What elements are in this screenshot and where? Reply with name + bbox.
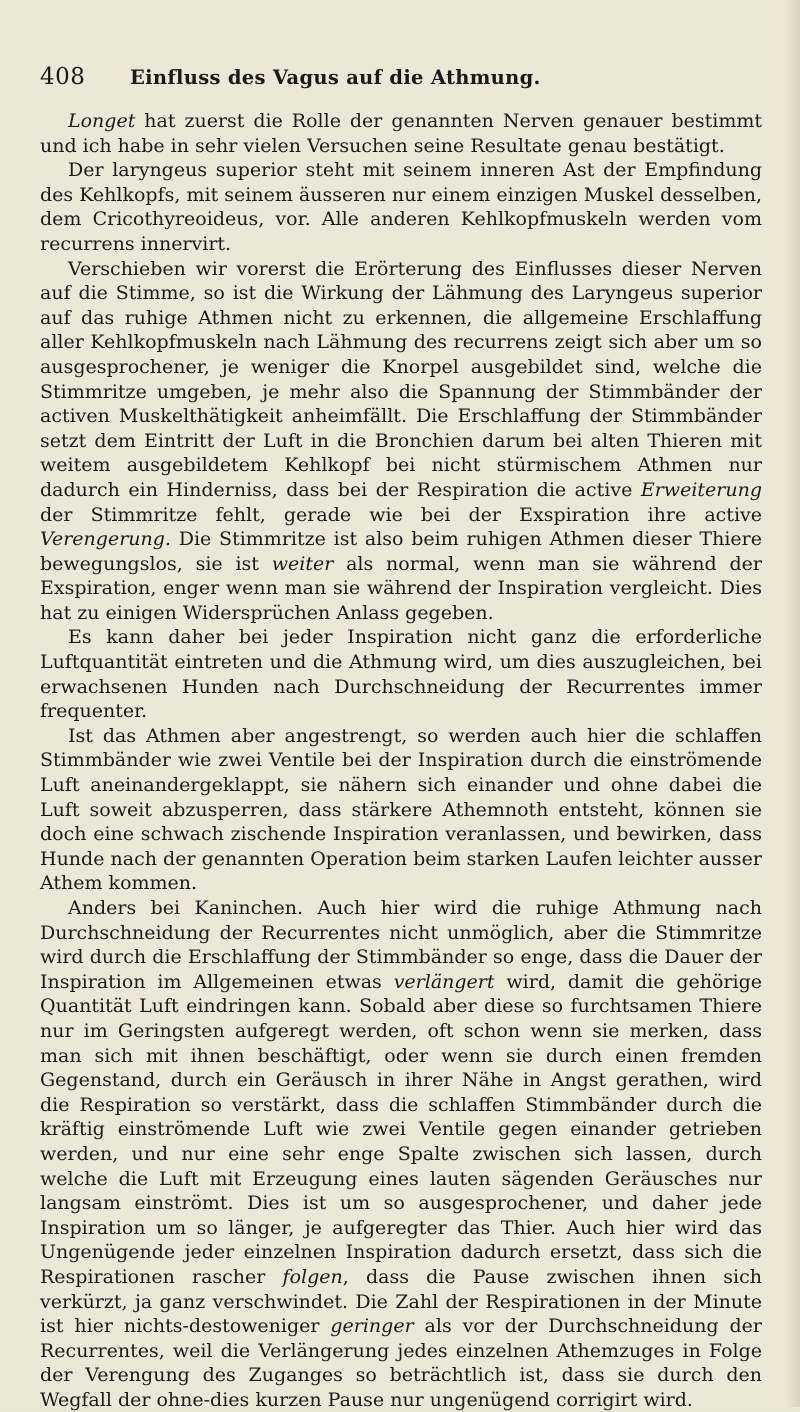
text-segment: der Stimmritze fehlt, gerade wie bei der Exspiration ihre active [40,503,762,526]
page-edge-shadow [786,0,800,1407]
emphasized-text: geringer [330,1315,414,1338]
paragraph [40,158,762,256]
paragraph [40,257,762,626]
text-segment: als normal, wenn man sie während der Exspiration, enger wenn man sie während der Inspiration vergleicht. Dies hat zu einigen Widersprüchen Anlass gegeben. [40,552,763,624]
text-segment: Die Stimmritze ist also beim ruhigen Athmen dieser Thiere bewegungslos, sie ist [40,528,762,575]
text-segment: als vor der Durchschneidung der Recurrentes, weil die Verlängerung jedes einzelnen Athemzuges in Folge der Verengung des Zuganges so beträchtlich ist, dass sie durch den Wegfall der ohne-dies kurzen Pause nur ungenügend corrigirt wird. [40,1315,762,1411]
paragraph [40,109,762,158]
page-header [40,64,740,94]
body-text [40,109,762,1412]
emphasized-text: folgen [282,1265,343,1288]
page-number: 408 [40,64,86,90]
emphasized-text: weiter [271,552,334,575]
emphasized-text: verlängert [393,970,495,993]
emphasized-text: Longet [68,110,136,132]
emphasized-text: Verengerung. [40,528,171,551]
text-segment: Anders bei Kaninchen. Auch hier wird die ruhige Athmung nach Durchschneidung der Recurrentes nicht unmöglich, aber die Stimmritze wird durch die Erschlaffung der Stimmbänder so enge, dass die Dauer der Inspiration im Allgemeinen etwas [40,897,762,993]
text-segment: , dass die Pause zwischen ihnen sich verkürzt, ja ganz verschwindet. Die Zahl der Respirationen in der Minute ist hier nichts-destoweniger [40,1265,763,1338]
text-segment: Ist das Athmen aber angestrengt, so werden auch hier die schlaffen Stimmbänder wie zwei Ventile bei der Inspiration durch die einströmende Luft aneinandergeklappt, sie nähern sich einander und ohne dabei die Luft soweit abzusperren, dass stärkere Athemnoth entsteht, können sie doch eine schwach zischende Inspiration veranlassen, und bewirken, dass Hunde nach der genannten Operation beim starken Laufen leichter ausser Athem kommen. [40,724,762,895]
text-segment: Verschieben wir vorerst die Erörterung des Einflusses dieser Nerven auf die Stimme, so ist die Wirkung der Lähmung des Laryngeus superior auf das ruhige Athmen nicht zu erkennen, die allgemeine Erschlaffung aller Kehlkopfmuskeln nach Lähmung des recurrens zeigt sich aber um so ausgesprochener, je weniger die Knorpel ausgebildet sind, welche die Stimmritze umgeben, je mehr also die Spannung der Stimmbänder der activen Muskelthätigkeit anheimfällt. Die Erschlaffung der Stimmbänder setzt dem Eintritt der Luft in die Bronchien darum bei alten Thieren mit weitem ausgebildetem Kehlkopf bei nicht stürmischem Athmen nur dadurch ein Hinderniss, dass bei der Respiration die active [40,257,762,501]
paragraph [40,896,762,1412]
text-segment: wird, damit die gehörige Quantität Luft eindringen kann. Sobald aber diese so furchtsamen Thiere nur im Geringsten aufgeregt werden, oft schon wenn sie merken, dass man sich mit ihnen beschäftigt, oder wenn sie durch einen fremden Gegenstand, durch ein Geräusch in ihrer Nähe in Angst gerathen, wird die Respiration so verstärkt, dass die schlaffen Stimmbänder durch die kräftig einströmende Luft wie zwei Ventile gegen einander getrieben werden, und nur eine sehr enge Spalte zwischen sich lassen, durch welche die Luft mit Erzeugung eines lauten sägenden Geräusches nur langsam einströmt. Dies ist um so ausgesprochener, und daher jede Inspiration um so länger, je aufgeregter das Thier. Auch hier wird das Ungenügende jeder einzelnen Inspiration dadurch ersetzt, dass sich die Respirationen rascher [40,970,762,1288]
paragraph [40,724,762,896]
emphasized-text: Erweiterung [640,478,762,501]
text-segment: hat zuerst die Rolle der genannten Nerven genauer bestimmt und ich habe in sehr vielen Versuchen seine Resultate genau bestätigt. [40,110,762,157]
text-segment: Es kann daher bei jeder Inspiration nicht ganz die erforderliche Luftquantität eintreten und die Athmung wird, um dies auszugleichen, bei erwachsenen Hunden nach Durchschneidung der Recurrentes immer frequenter. [40,626,762,723]
paragraph [40,625,762,723]
text-segment: Der laryngeus superior steht mit seinem inneren Ast der Empfindung des Kehlkopfs, mit seinem äusseren nur einem einzigen Muskel desselben, dem Cricothyreoideus, vor. Alle anderen Kehlkopfmuskeln werden vom recurrens innervirt. [40,159,762,255]
running-title: Einfluss des Vagus auf die Athmung. [130,66,541,89]
